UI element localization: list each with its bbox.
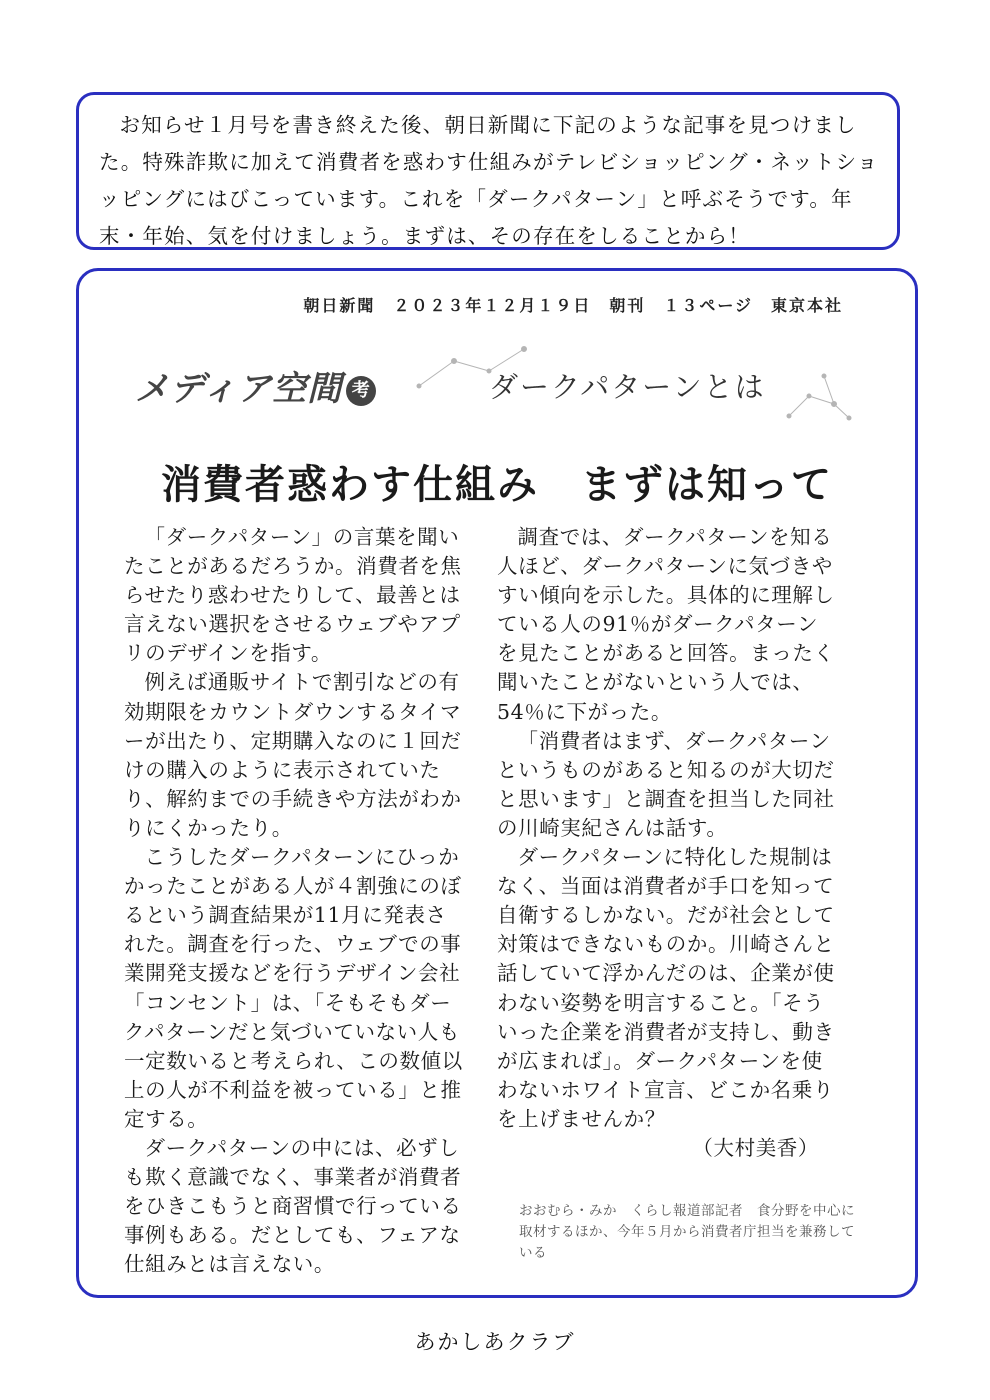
series-name: メディア空間 xyxy=(135,369,343,409)
paragraph: 「消費者はまず、ダークパターンというものがあると知るのが大切だと思います」と調査を担当した同社の川崎実紀さんは話す。 xyxy=(497,728,835,840)
newspaper-clipping xyxy=(76,268,918,1298)
series-topic: ダークパターンとは xyxy=(489,370,766,404)
headline: 消費者惑わす仕組み まずは知って xyxy=(161,461,833,508)
notice-box xyxy=(76,92,900,250)
paragraph: 「ダークパターン」の言葉を聞いたことがあるだろうか。消費者を焦らせたり惑わせたりして、最善とは言えない選択をさせるウェブやアプリのデザインを指す。 xyxy=(124,525,462,666)
article-source: 朝日新聞 ２０２３年１２月１９日 朝刊 １３ページ 東京本社 xyxy=(303,296,843,315)
notice-text: お知らせ１月号を書き終えた後、朝日新聞に下記のような記事を見つけました。特殊詐欺に加えて消費者を惑わす仕組みがテレビショッピング・ネットショッピングにはびこっています。これを「ダークパターン」と呼ぶそうです。年末・年始、気を付けましょう。まずは、その存在をしることから！ xyxy=(99,113,879,248)
paragraph: ダークパターンに特化した規制はなく、当面は消費者が手口を知って自衛するしかない。だが社会として対策はできないものか。川崎さんと話していて浮かんだのは、企業が使わない姿勢を明言すること。「そういった企業を消費者が支持し、動きが広まれば」。ダークパターンを使わないホワイト宣言、どこか名乗りを上げませんか？ xyxy=(497,845,835,1131)
paragraph: こうしたダークパターンにひっかかったことがある人が４割強にのぼるという調査結果が11月に発表された。調査を行った、ウェブでの事業開発支援などを行うデザイン会社「コンセント」は、「そもそもダークパターンだと気づいていない人も一定数いると考えられ、この数値以上の人が不利益を被っている」と推定する。 xyxy=(124,845,463,1131)
series-title xyxy=(135,361,376,410)
byline: （大村美香） xyxy=(692,1135,819,1160)
paragraph: ダークパターンの中には、必ずしも欺く意識でなく、事業者が消費者をひきこもうと商習慣で行っている事例もある。だとしても、フェアな仕組みとは言えない。 xyxy=(124,1135,462,1277)
author-profile: おおむら・みか くらし報道部記者 食分野を中心に取材するほか、今年５月から消費者庁担当を兼務している xyxy=(519,1203,855,1261)
paragraph: 例えば通販サイトで割引などの有効期限をカウントダウンするタイマーが出たり、定期購入なのに１回だけの購入のように表示されていたり、解約までの手続きや方法がわかりにくかったり。 xyxy=(124,670,462,840)
constellation-icon-right xyxy=(779,366,859,426)
article-column-right xyxy=(497,523,837,1163)
series-badge: 考 xyxy=(346,376,376,406)
paragraph: 調査では、ダークパターンを知る人ほど、ダークパターンに気づきやすい傾向を示した。具体的に理解している人の91％がダークパターンを見たことがあると回答。まったく聞いたことがないという人では、54％に下がった。 xyxy=(497,525,835,724)
club-name: あかしあクラブ xyxy=(414,1330,576,1354)
article-column-left xyxy=(124,523,464,1279)
